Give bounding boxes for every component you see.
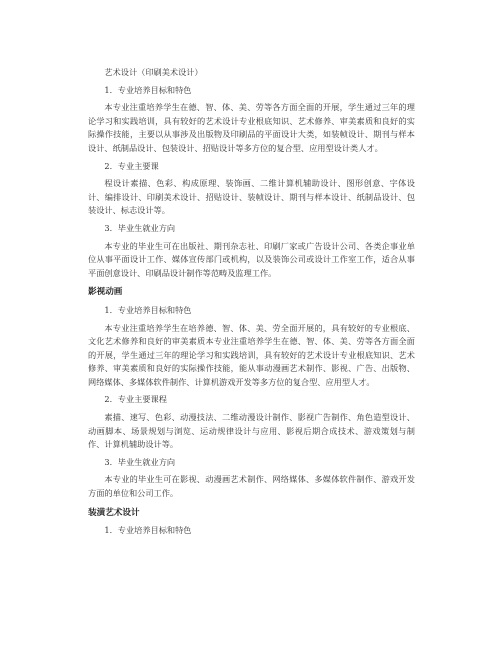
paragraph-main-courses: 程设计素描、色彩、构成原理、装饰画、二维计算机辅助设计、图形创意、字体设计、编排设计、印刷美术设计、招贴设计、装帧设计、期刊与样本设计、纸制品设计、包装设计、标志设计等。: [88, 178, 415, 216]
paragraph-employment: 本专业的毕业生可在出版社、期刊杂志社、印刷厂家或广告设计公司、各类企事业单位从事平面设计工作、媒体宣传部门或机构，以及装饰公司或设计工作室工作，适合从事平面创意设计、印刷品设计制作等范畴及监理工作。: [88, 240, 415, 278]
paragraph-training-goals: 本专业注重培养学生在德、智、体、美、劳等各方面全面的开展，学生通过三年的理论学习和实践培训，具有较好的艺术设计专业根底知识、艺术修养、审美素质和良好的实际操作技能，主要以从事涉及出版物及印刷品的平面设计大类，如装帧设计、期刊与样本设计、纸制品设计、包装设计、招贴设计等多方位的复合型、应用型设计类人才。: [88, 102, 415, 153]
paragraph-main-courses: 素描、速写、色彩、动漫技法、二维动漫设计制作、影视广告制作、角色造型设计、动画脚本、场景规划与浏览、运动规律设计与应用、影视后期合成技术、游戏策划与制作、计算机辅助设计等。: [88, 412, 415, 450]
paragraph-training-goals: 本专业注重培养学生在培养德、智、体、美、劳全面开展的，具有较好的专业根底、文化艺术修养和良好的审美素质本专业注重培养学生在德、智、体、美、劳等各方面全面的开展，学生通过三年的理论学习和实践培训，具有较好的艺术设计专业根底知识、艺术修养、审美素质和良好的实际操作技能，能从事动漫画艺术制作、影视、广告、出版物、网络媒体、多媒体软件制作、计算机游戏开发等多方位的复合型、应用型人才。: [88, 322, 415, 387]
subheading-main-courses: 2．专业主要课: [104, 160, 159, 171]
section-title-print-art: 艺术设计（印刷美术设计）: [104, 67, 203, 77]
subheading-training-goals: 1．专业培养目标和特色: [104, 525, 192, 536]
section-title-animation: 影视动画: [88, 287, 123, 298]
subheading-employment: 3．毕业生就业方向: [104, 222, 176, 233]
document-page: [88, 66, 415, 538]
subheading-employment: 3．毕业生就业方向: [104, 456, 176, 467]
subheading-training-goals: 1．专业培养目标和特色: [104, 304, 192, 315]
subheading-main-courses: 2．专业主要课程: [104, 394, 167, 405]
section-title-decoration-design: 装潢艺术设计: [88, 507, 140, 518]
paragraph-employment: 本专业的毕业生可在影视、动漫画艺术制作、网络媒体、多媒体软件制作、游戏开发方面的单位和公司工作。: [88, 474, 415, 499]
subheading-training-goals: 1．专业培养目标和特色: [104, 84, 192, 95]
